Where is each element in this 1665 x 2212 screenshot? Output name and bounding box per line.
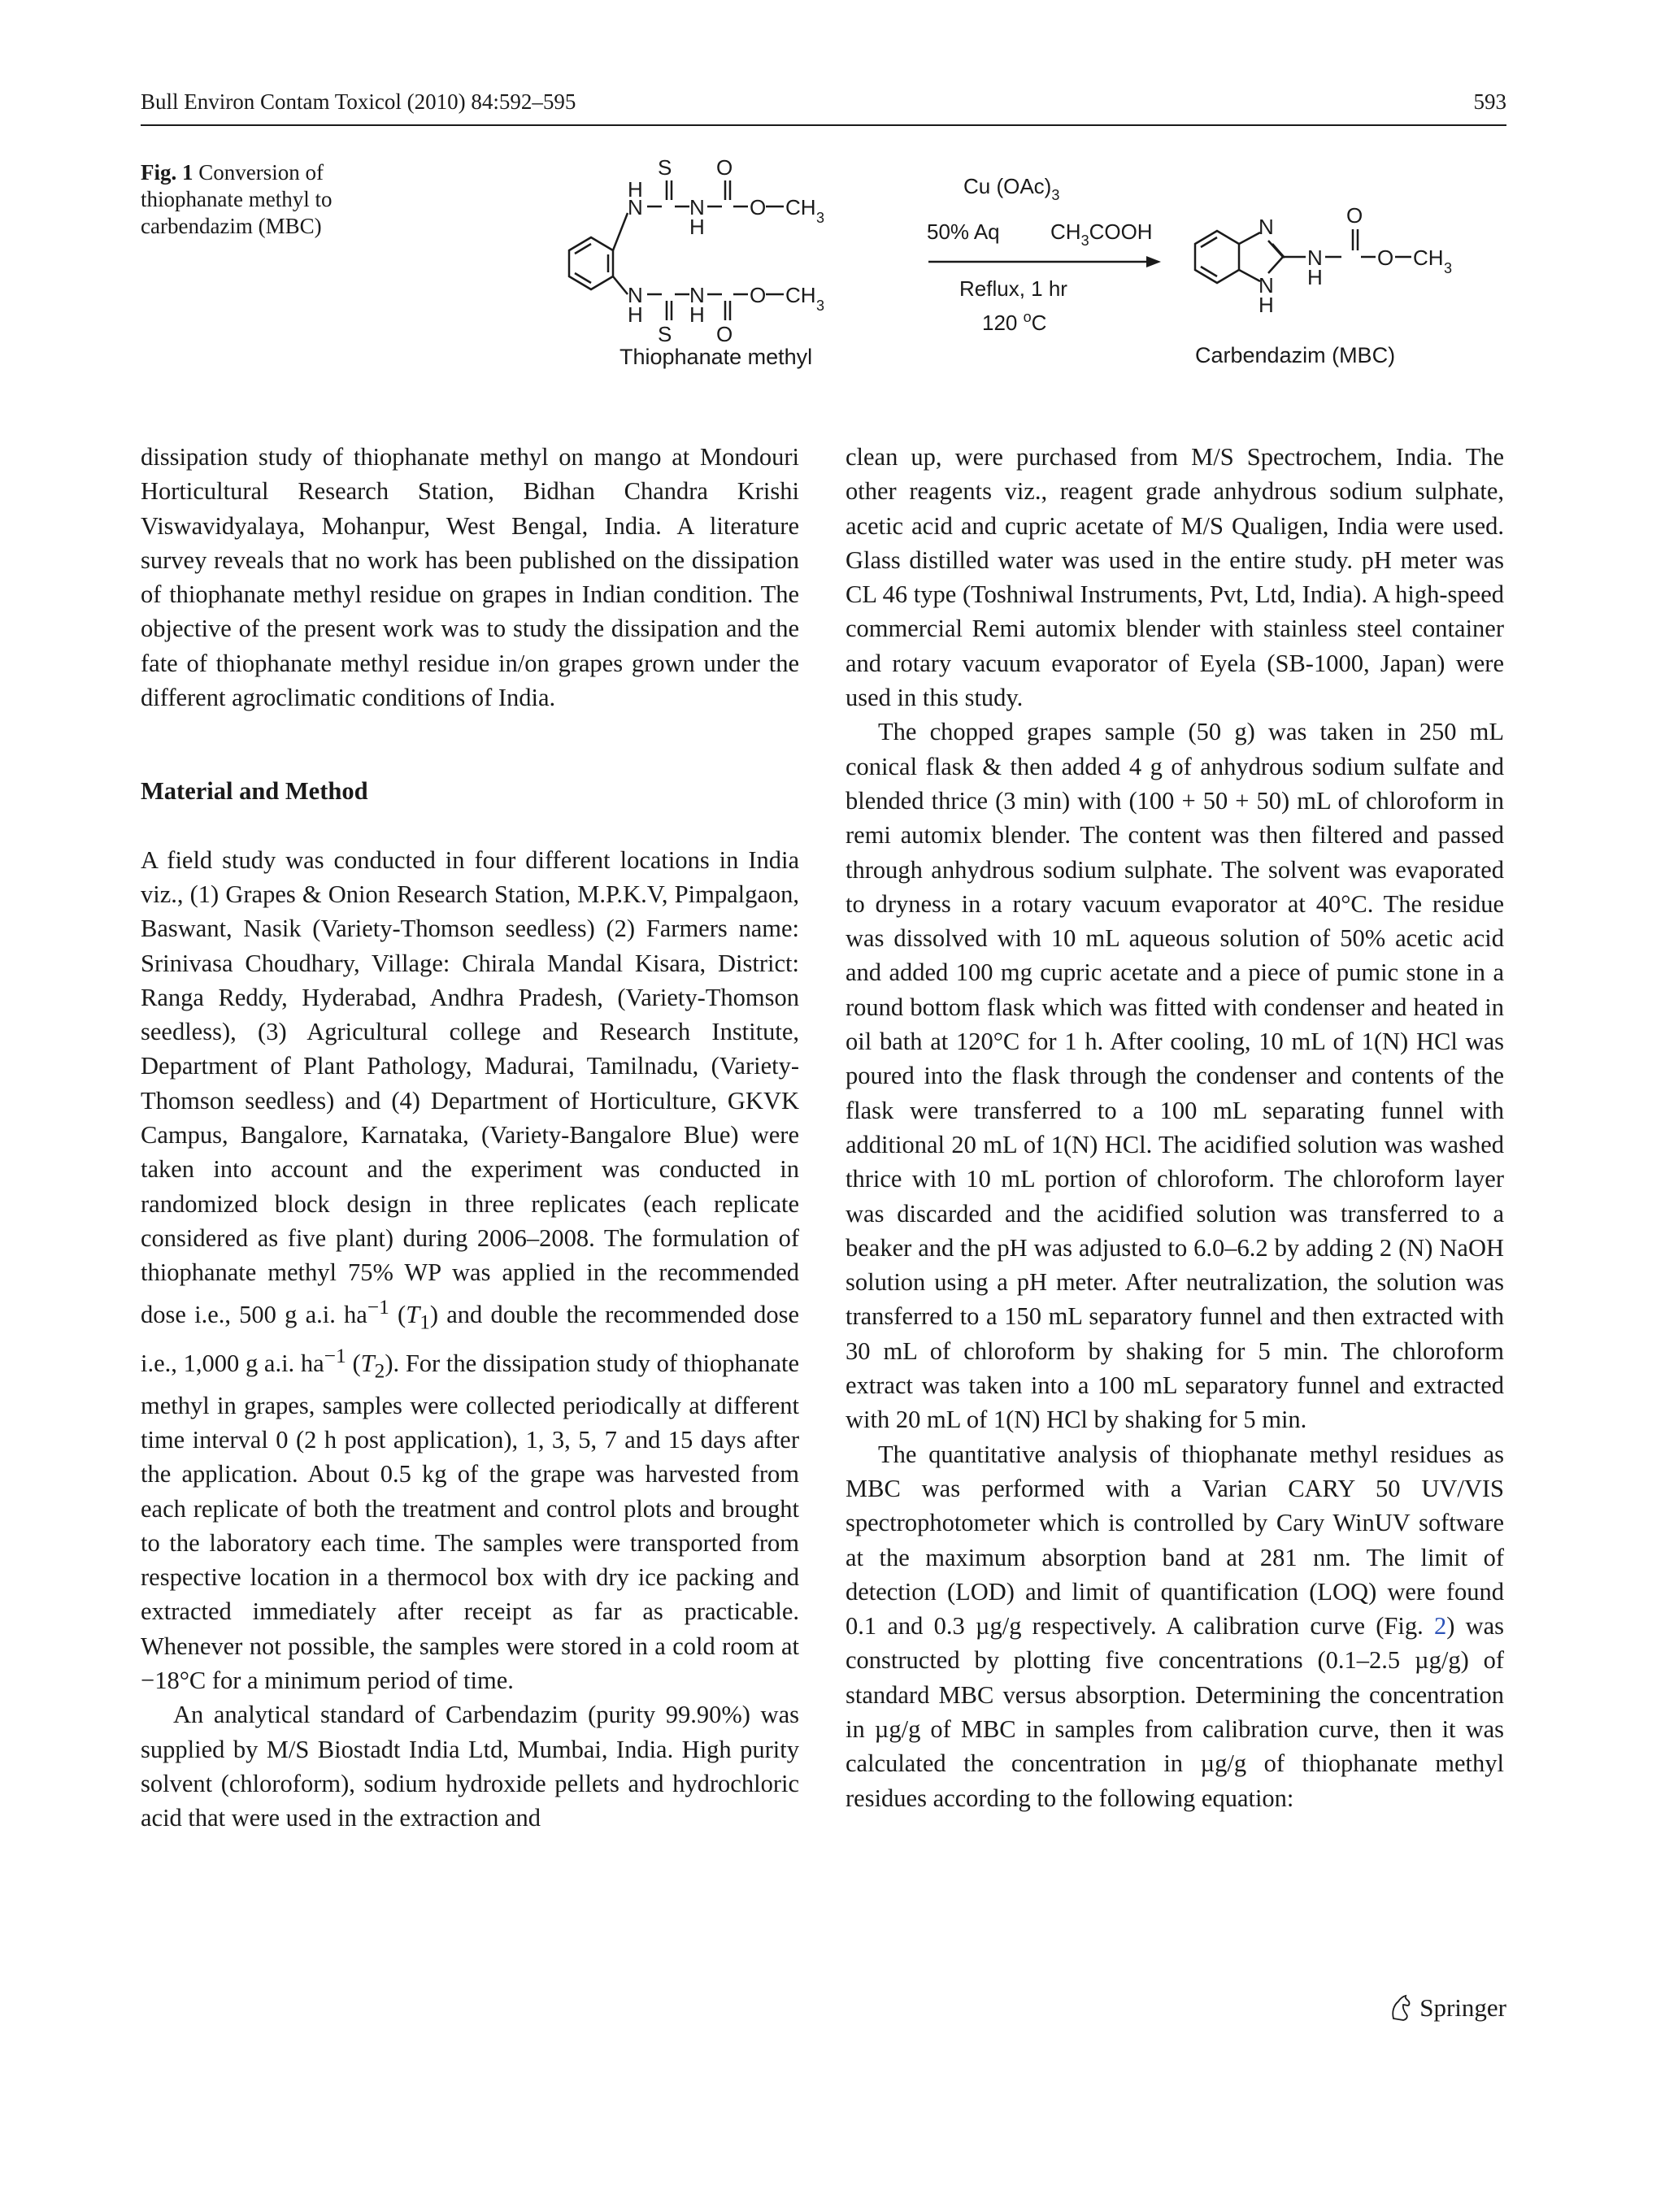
springer-horse-icon <box>1389 1994 1413 2022</box>
product-label: Carbendazim (MBC) <box>1195 343 1396 367</box>
svg-text:3: 3 <box>816 210 825 226</box>
reaction-scheme <box>553 154 1504 374</box>
paragraph: An analytical standard of Carbendazim (purity 99.90%) was supplied by M/S Biostadt India Ltd, Mumbai, India. High purity solvent (chloroform), sodium hydroxide pellets and hydrochloric acid that were used in the extraction and <box>141 1701 799 1832</box>
svg-text:H: H <box>689 215 705 239</box>
figure-caption <box>141 159 376 240</box>
svg-text:CH: CH <box>1413 246 1444 270</box>
paragraph: The quantitative analysis of thiophanate methyl residues as MBC was performed with a Varian CARY 50 UV/VIS spectrophotometer which is controlled by Cary WinUV software at the maximum absorption band at 281 nm. The limit of detection (LOD) and limit of quantification (LOQ) were found 0.1 and 0.3 µg/g respectively. A calibration curve (Fig. 2) was constructed by plotting five concentrations (0.1–2.5 µg/g) of standard MBC versus absorption. Determining the concentration in µg/g of MBC in samples from calibration curve, then it was calculated the concentration in µg/g of thiophanate methyl residues according to the following equation: <box>846 1440 1504 1812</box>
svg-text:Reflux, 1 hr: Reflux, 1 hr <box>959 276 1067 301</box>
svg-text:O: O <box>750 283 767 307</box>
svg-text:120 oC: 120 $^o$C <box>982 309 1047 335</box>
svg-text:O: O <box>750 195 767 219</box>
svg-text:N: N <box>689 195 705 219</box>
svg-text:N: N <box>628 283 643 307</box>
svg-text:H: H <box>689 302 705 327</box>
publisher-logo <box>1389 1993 1506 2023</box>
figure-label: Fig. 1 <box>141 160 193 185</box>
svg-text:H: H <box>1259 293 1274 317</box>
svg-text:3: 3 <box>1444 260 1453 276</box>
running-header: Bull Environ Contam Toxicol (2010) 84:592–595 <box>141 89 576 114</box>
svg-text:N: N <box>628 195 643 219</box>
paragraph: The chopped grapes sample (50 g) was taken in 250 mL conical flask & then added 4 g of anhydrous sodium sulfate and blended thrice (3 min) with (100 + 50 + 50) mL of chloroform in remi automix blender. The content was then filtered and passed through anhydrous sodium sulphate. The solvent was evaporated to dryness in a rotary vacuum evaporator at 40°C. The residue was dissolved with 10 mL aqueous solution of 50% acetic acid and added 100 mg cupric acetate and a piece of pumic stone in a round bottom flask which was fitted with condenser and heated in oil bath at 120°C for 1 h. After cooling, 10 mL of 1(N) HCl was poured into the flask through the condenser and contents of the flask were transferred to a 100 mL separating funnel with additional 20 mL of 1(N) HCl. The acidified solution was washed thrice with 10 mL portion of chloroform. The chloroform layer was discarded and the acidified solution was transferred to a beaker and the pH was adjusted to 6.0–6.2 by adding 2 (N) NaOH solution using a pH meter. After neutralization, the solution was transferred to a 150 mL separatory funnel and then extracted with 30 mL of chloroform by shaking for 5 min. The chloroform extract was taken into a 100 mL separatory funnel and extracted with 20 mL of 1(N) HCl by shaking for 5 min. <box>846 718 1504 1434</box>
svg-text:CH: CH <box>785 195 816 219</box>
svg-text:N: N <box>1307 246 1323 270</box>
svg-text:CH3COOH: $CH_3COOH$ <box>1050 219 1153 249</box>
svg-text:S: S <box>658 155 672 180</box>
carbendazim-atoms <box>1259 203 1452 317</box>
svg-text:O: O <box>716 155 733 180</box>
svg-text:H: H <box>628 177 643 202</box>
svg-text:CH: CH <box>785 283 816 307</box>
svg-text:H: H <box>628 302 643 327</box>
left-column <box>141 440 799 1835</box>
paragraph: dissipation study of thiophanate methyl on mango at Mondouri Horticultural Research Station, Bidhan Chandra Krishi Viswavidyalaya, Mohanpur, West Bengal, India. A literature survey reveals that no work has been published on the dissipation of thiophanate methyl residue on grapes in Indian condition. The objective of the present work was to study the dissipation and the fate of thiophanate methyl residue in/on grapes grown under the different agroclimatic conditions of India. <box>141 443 799 712</box>
section-heading: Material and Method <box>141 777 368 806</box>
svg-text:O: O <box>1346 203 1363 228</box>
benzene-ring <box>569 237 613 289</box>
svg-text:50% Aq: 50% Aq <box>927 219 1000 244</box>
publisher-name: Springer <box>1419 1993 1506 2022</box>
paragraph: clean up, were purchased from M/S Spectrochem, India. The other reagents viz., reagent grade anhydrous sodium sulphate, acetic acid and cupric acetate of M/S Qualigen, India were used. Glass distilled water was used in the entire study. pH meter was CL 46 type (Toshniwal Instruments, Pvt, Ltd, India). A high-speed commercial Remi automix blender with stainless steel container and rotary vacuum evaporator of Eyela (SB-1000, Japan) were used in this study. <box>846 443 1504 712</box>
svg-text:3: 3 <box>816 298 825 314</box>
reaction-conditions <box>927 174 1153 335</box>
svg-text:H: H <box>1307 265 1323 289</box>
header-rule <box>141 124 1506 126</box>
right-column <box>846 440 1504 1815</box>
reactant-label: Thiophanate methyl <box>619 345 813 369</box>
svg-text:N: N <box>1259 215 1274 239</box>
svg-text:O: O <box>1377 246 1394 270</box>
figure-2-link[interactable]: 2 <box>1433 1612 1447 1641</box>
svg-text:O: O <box>716 322 733 346</box>
figure-caption-text: Conversion of thiophanate methyl to carbendazim (MBC) <box>141 160 333 238</box>
page-number: 593 <box>1473 89 1506 114</box>
svg-text:N: N <box>689 283 705 307</box>
svg-text:S: S <box>658 322 672 346</box>
svg-text:N: N <box>1259 273 1274 298</box>
svg-text:Cu (OAc)3: Cu $(OAc)_3$ <box>963 174 1060 203</box>
paragraph: A field study was conducted in four different locations in India viz., (1) Grapes & Onion Research Station, M.P.K.V, Pimpalgaon, Baswant, Nasik (Variety-Thomson seedless) (2) Farmers name: Srinivasa Choudhary, Village: Chirala Mandal Kisara, District: Ranga Reddy, Hyderabad, Andhra Pradesh, (Variety-Thomson seedless), (3) Agricultural college and Research Institute, Department of Plant Pathology, Madurai, Tamilnadu, (Variety-Thomson seedless) and (4) Department of Horticulture, GKVK Campus, Bangalore, Karnataka, (Variety-Bangalore Blue) were taken into account and the experiment was conducted in randomized block design in three replicates (each replicate considered as five plant) during 2006–2008. The formulation of thiophanate methyl 75% WP was applied in the recommended dose i.e., 500 g a.i. $ha^{-1}$ $(T_1)$ and double the recommended dose i.e., 1,000 g a.i. $ha^{-1}$ $(T_2)$. For the dissipation study of thiophanate methyl in grapes, samples were collected periodically at different time interval 0 (2 h post application), 1, 3, 5, 7 and 15 days after the application. About 0.5 kg of the grape was harvested from each replicate of both the treatment and control plots and brought to the laboratory each time. The samples were transported from respective location in a thermocol box with dry ice packing and extracted immediately after receipt as far as practicable. Whenever not possible, the samples were stored in a cold room at −18°C for a minimum period of time. <box>141 845 800 1694</box>
